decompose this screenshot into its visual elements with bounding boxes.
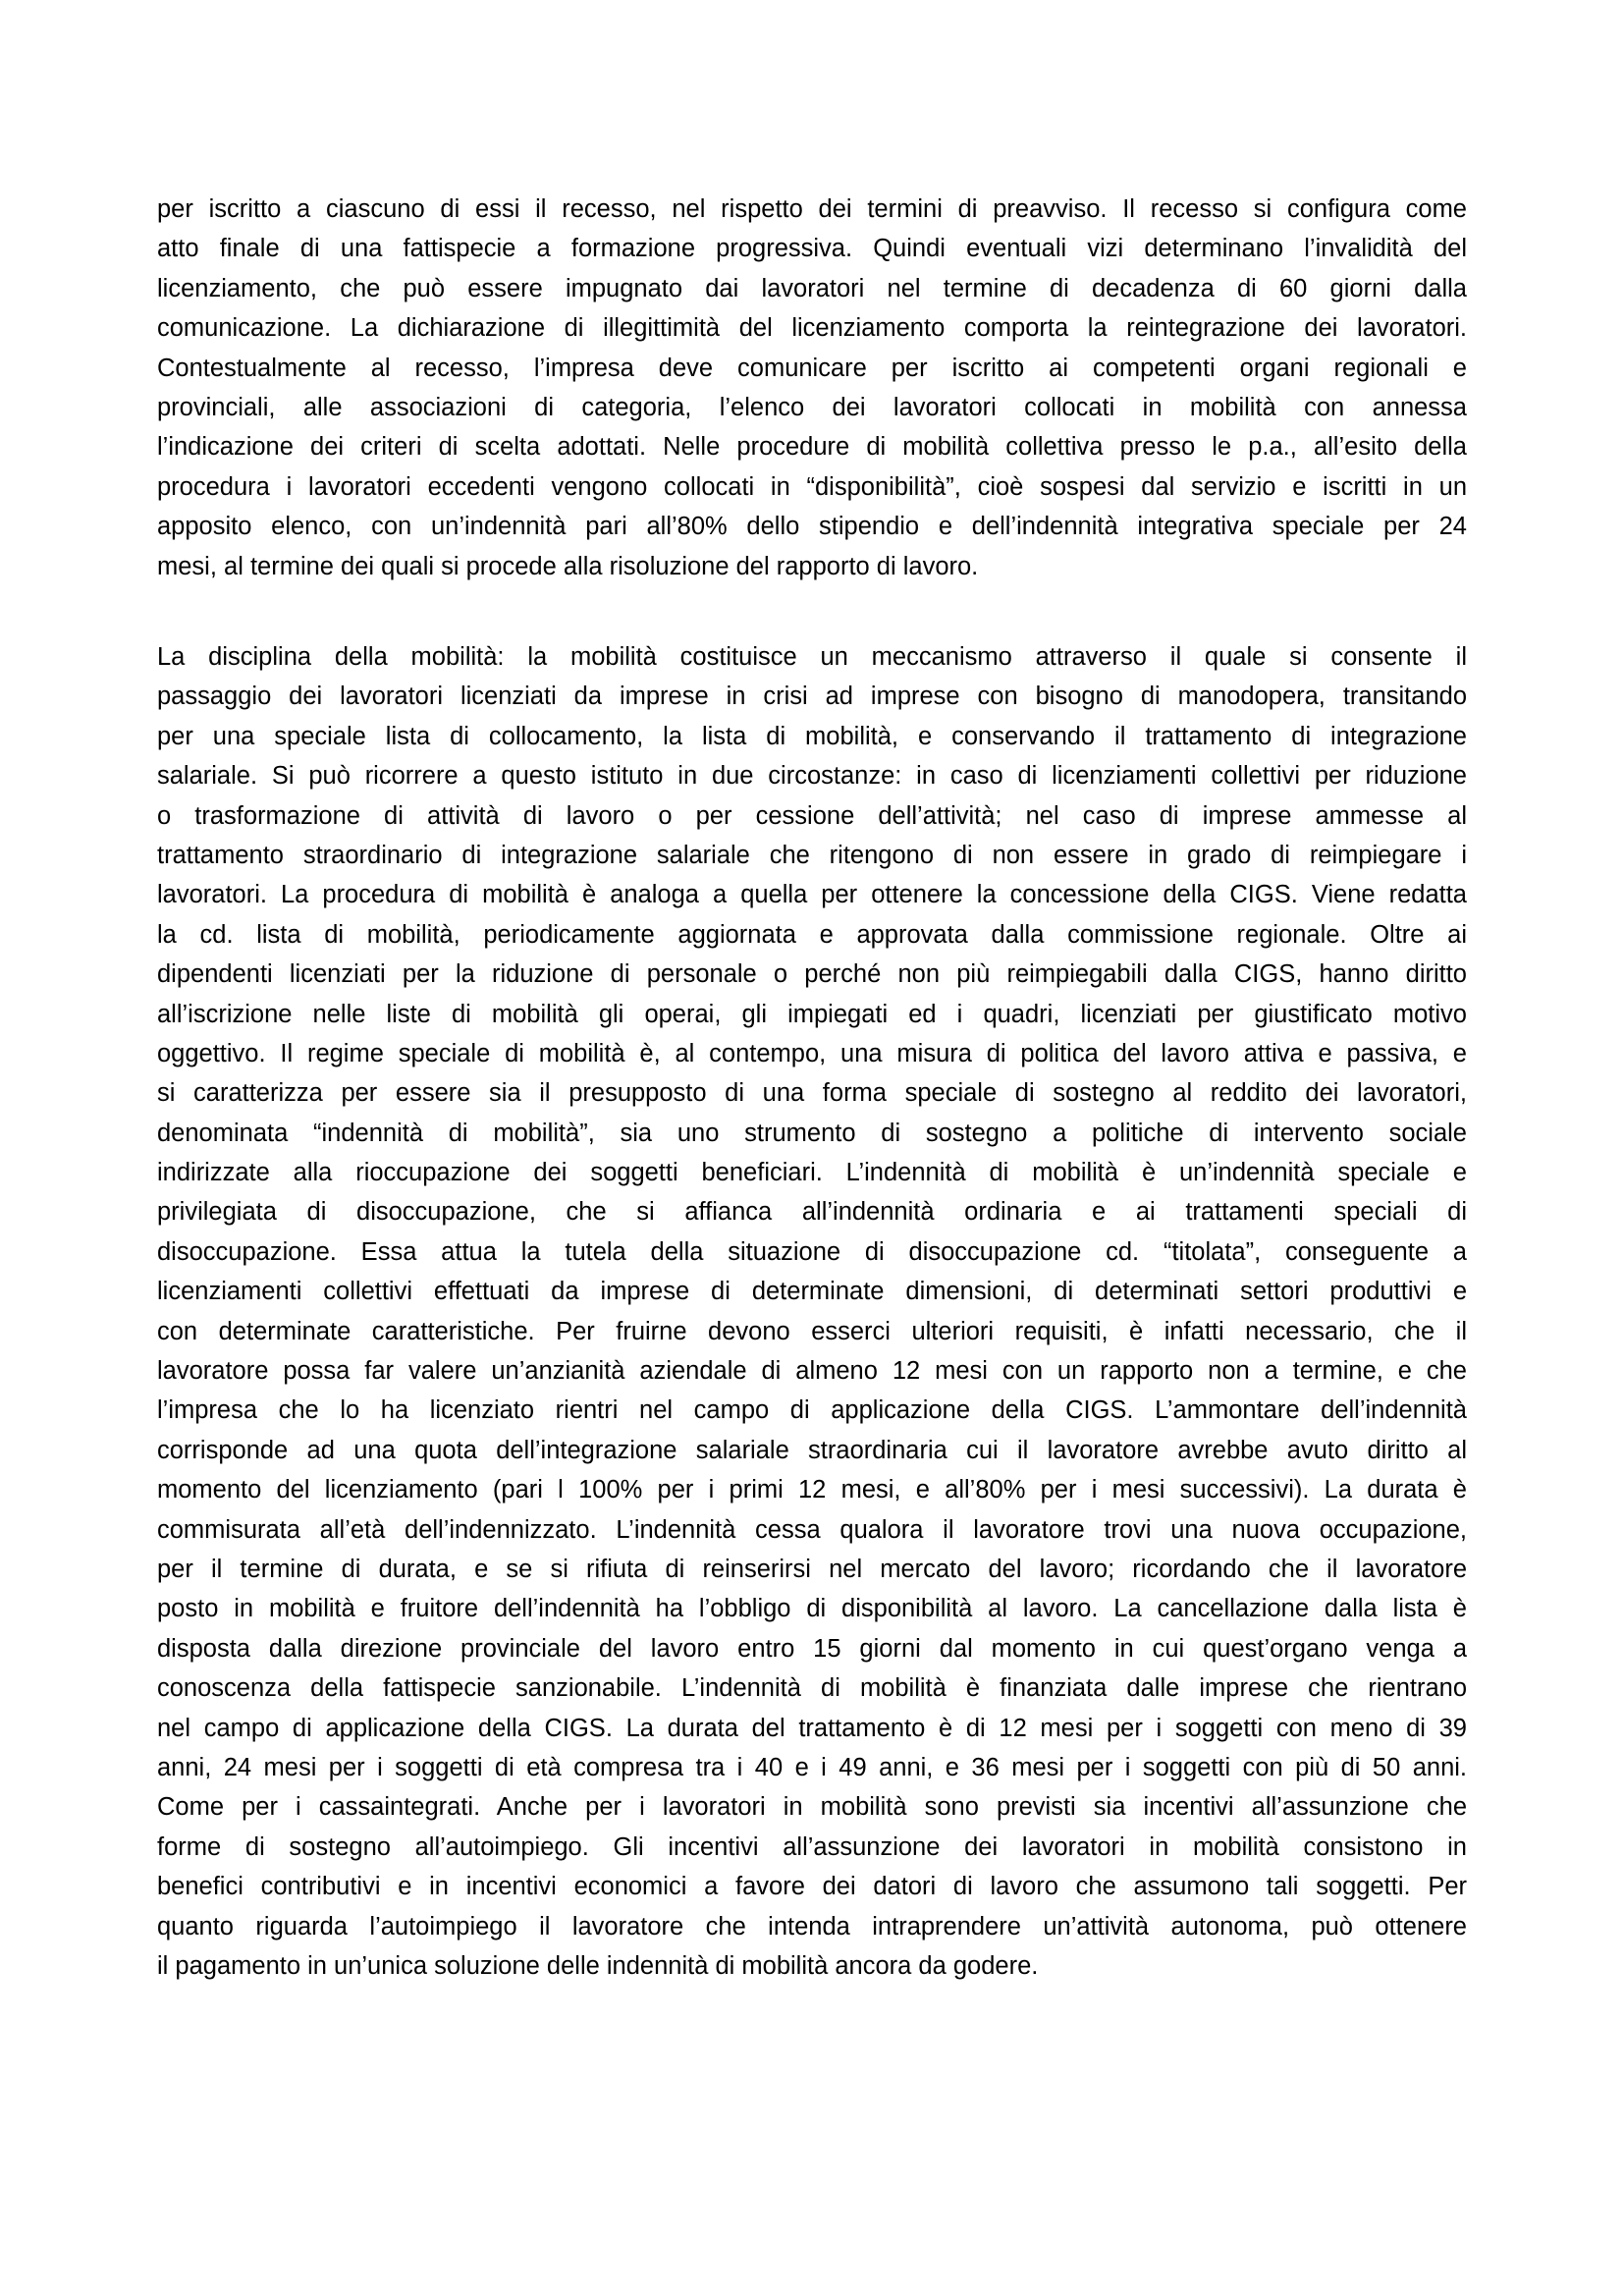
- text-line: atto finale di una fattispecie a formazione progressiva. Quindi eventuali vizi determinano l’invalidità del: [157, 235, 1467, 263]
- text-line: conoscenza della fattispecie sanzionabile. L’indennità di mobilità è finanziata dalle imprese che rientrano: [157, 1674, 1467, 1703]
- text-line: benefici contributivi e in incentivi economici a favore dei datori di lavoro che assumono tali soggetti. Per: [157, 1873, 1467, 1901]
- text-line: l’indicazione dei criteri di scelta adottati. Nelle procedure di mobilità collettiva presso le p.a., all’esito della: [157, 433, 1467, 462]
- text-line: indirizzate alla rioccupazione dei soggetti beneficiari. L’indennità di mobilità è un’indennità speciale e: [157, 1159, 1467, 1187]
- text-line: all’iscrizione nelle liste di mobilità gli operai, gli impiegati ed i quadri, licenziati per giustificato motivo: [157, 1000, 1467, 1028]
- text-line: disposta dalla direzione provinciale del lavoro entro 15 giorni dal momento in cui quest’organo venga a: [157, 1634, 1467, 1663]
- text-line: anni, 24 mesi per i soggetti di età compresa tra i 40 e i 49 anni, e 36 mesi per i soggetti con più di 50 anni.: [157, 1753, 1467, 1781]
- text-line: lavoratori. La procedura di mobilità è analoga a quella per ottenere la concessione della CIGS. Viene redatta: [157, 881, 1467, 909]
- text-line: per il termine di durata, e se si rifiuta di reinserirsi nel mercato del lavoro; ricordando che il lavoratore: [157, 1555, 1467, 1583]
- text-line: mesi, al termine dei quali si procede alla risoluzione del rapporto di lavoro.: [157, 552, 979, 580]
- text-line: apposito elenco, con un’indennità pari all’80% dello stipendio e dell’indennità integrativa speciale per 24: [157, 513, 1467, 541]
- paragraph-recesso: [157, 190, 1467, 586]
- text-line: si caratterizza per essere sia il presupposto di una forma speciale di sostegno al reddito dei lavoratori,: [157, 1079, 1467, 1108]
- text-line: La disciplina della mobilità: la mobilità costituisce un meccanismo attraverso il quale si consente il: [157, 643, 1467, 671]
- text-line: passaggio dei lavoratori licenziati da imprese in crisi ad imprese con bisogno di manodopera, transitando: [157, 683, 1467, 711]
- text-line: procedura i lavoratori eccedenti vengono collocati in “disponibilità”, cioè sospesi dal servizio e iscritti in un: [157, 472, 1467, 501]
- text-line: provinciali, alle associazioni di categoria, l’elenco dei lavoratori collocati in mobilità con annessa: [157, 393, 1467, 421]
- text-line: per una speciale lista di collocamento, la lista di mobilità, e conservando il trattamento di integrazione: [157, 722, 1467, 750]
- text-line: quanto riguarda l’autoimpiego il lavoratore che intenda intraprendere un’attività autonoma, può ottenere: [157, 1912, 1467, 1941]
- text-line: dipendenti licenziati per la riduzione di personale o perché non più reimpiegabili dalla CIGS, hanno diritto: [157, 960, 1467, 989]
- text-line: nel campo di applicazione della CIGS. La durata del trattamento è di 12 mesi per i soggetti con meno di 39: [157, 1714, 1467, 1742]
- text-line: commisurata all’età dell’indennizzato. L’indennità cessa qualora il lavoratore trovi una nuova occupazione,: [157, 1515, 1467, 1544]
- text-line: privilegiata di disoccupazione, che si affianca all’indennità ordinaria e ai trattamenti speciali di: [157, 1198, 1467, 1227]
- text-line: Come per i cassaintegrati. Anche per i lavoratori in mobilità sono previsti sia incentivi all’assunzione che: [157, 1793, 1467, 1822]
- text-line: posto in mobilità e fruitore dell’indennità ha l’obbligo di disponibilità al lavoro. La cancellazione dalla lista è: [157, 1595, 1467, 1623]
- text-line: lavoratore possa far valere un’anzianità aziendale di almeno 12 mesi con un rapporto non a termine, e che: [157, 1357, 1467, 1386]
- text-line: trattamento straordinario di integrazione salariale che ritengono di non essere in grado di reimpiegare i: [157, 841, 1467, 869]
- text-line: Contestualmente al recesso, l’impresa deve comunicare per iscritto ai competenti organi regionali e: [157, 354, 1467, 382]
- text-line: salariale. Si può ricorrere a questo istituto in due circostanze: in caso di licenziamenti collettivi per riduzione: [157, 762, 1467, 791]
- text-line: il pagamento in un’unica soluzione delle indennità di mobilità ancora da godere.: [157, 1951, 1039, 1980]
- text-line: licenziamento, che può essere impugnato dai lavoratori nel termine di decadenza di 60 giorni dalla: [157, 274, 1467, 302]
- text-line: denominata “indennità di mobilità”, sia uno strumento di sostegno a politiche di intervento sociale: [157, 1119, 1467, 1147]
- text-line: con determinate caratteristiche. Per fruirne devono esserci ulteriori requisiti, è infatti necessario, che il: [157, 1317, 1467, 1345]
- text-line: comunicazione. La dichiarazione di illegittimità del licenziamento comporta la reintegrazione dei lavoratori.: [157, 314, 1467, 343]
- text-line: forme di sostegno all’autoimpiego. Gli incentivi all’assunzione dei lavoratori in mobilità consistono in: [157, 1832, 1467, 1861]
- text-line: o trasformazione di attività di lavoro o per cessione dell’attività; nel caso di imprese ammesse al: [157, 801, 1467, 830]
- text-line: momento del licenziamento (pari l 100% per i primi 12 mesi, e all’80% per i mesi successivi). La durata è: [157, 1476, 1467, 1504]
- text-line: l’impresa che lo ha licenziato rientri nel campo di applicazione della CIGS. L’ammontare dell’indennità: [157, 1396, 1467, 1425]
- text-line: disoccupazione. Essa attua la tutela della situazione di disoccupazione cd. “titolata”, conseguente a: [157, 1237, 1467, 1266]
- text-line: oggettivo. Il regime speciale di mobilità è, al contempo, una misura di politica del lavoro attiva e passiva, e: [157, 1039, 1467, 1067]
- text-line: per iscritto a ciascuno di essi il recesso, nel rispetto dei termini di preavviso. Il recesso si configura come: [157, 195, 1467, 223]
- text-line: licenziamenti collettivi effettuati da imprese di determinate dimensioni, di determinati settori produttivi e: [157, 1278, 1467, 1306]
- text-line: corrisponde ad una quota dell’integrazione salariale straordinaria cui il lavoratore avrebbe avuto diritto al: [157, 1436, 1467, 1464]
- text-line: la cd. lista di mobilità, periodicamente aggiornata e approvata dalla commissione regionale. Oltre ai: [157, 920, 1467, 949]
- paragraph-disciplina-mobilita: [157, 637, 1467, 1986]
